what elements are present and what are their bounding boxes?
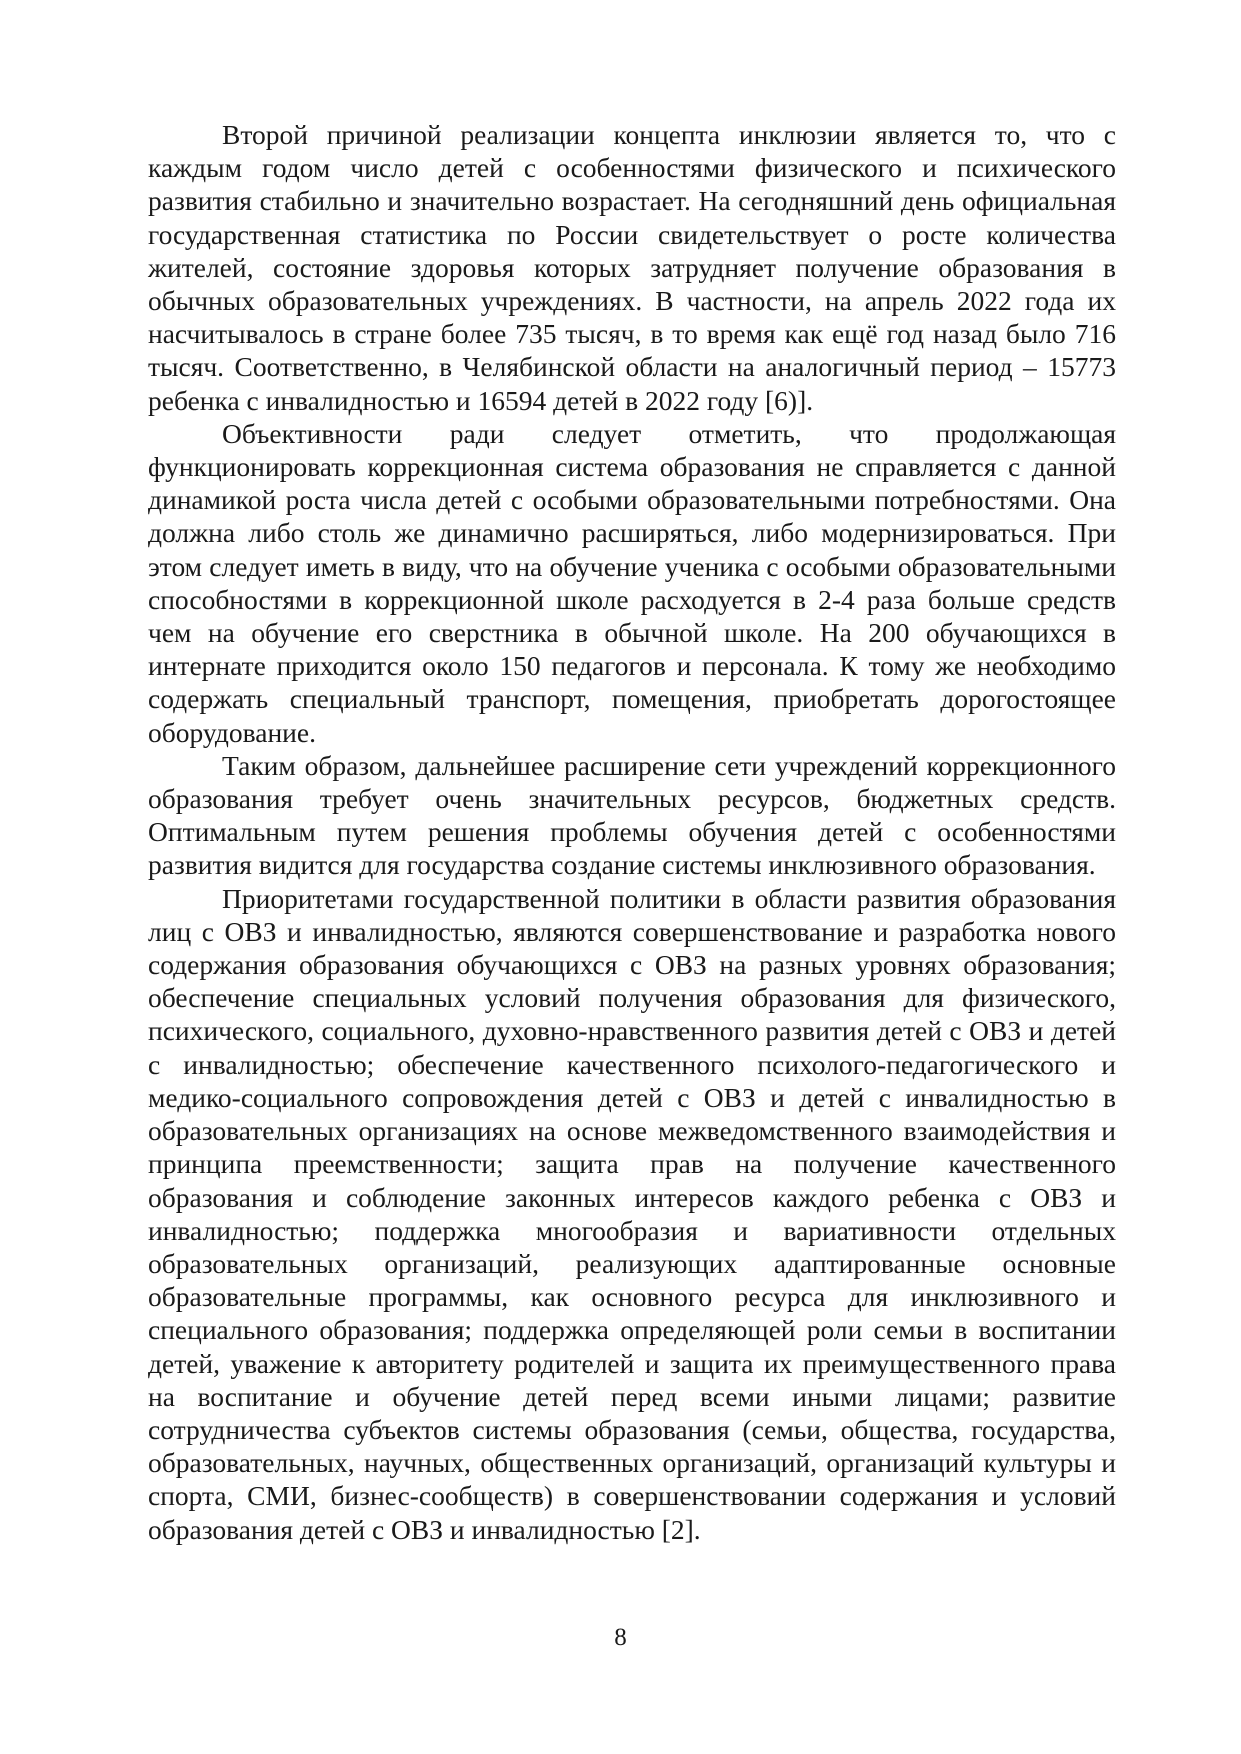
paragraph-4: Приоритетами государственной политики в области развития образования лиц с ОВЗ и инвалидностью, являются совершенствование и разработка нового содержания образования обучающихся с ОВЗ на разных уровнях образования; обеспечение специальных условий получения образования для физического, психического, социального, духовно-нравственного развития детей с ОВЗ и детей с инвалидностью; обеспечение качественного психолого-педагогического и медико-социального сопровождения детей с ОВЗ и детей с инвалидностью в образовательных организациях на основе межведомственного взаимодействия и принципа преемственности; защита прав на получение качественного образования и соблюдение законных интересов каждого ребенка с ОВЗ и инвалидностью; поддержка многообразия и вариативности отдельных образовательных организаций, реализующих адаптированные основные образовательные программы, как основного ресурса для инклюзивного и специального образования; поддержка определяющей роли семьи в воспитании детей, уважение к авторитету родителей и защита их преимущественного права на воспитание и обучение детей перед всеми иными лицами; развитие сотрудничества субъектов системы образования (семьи, общества, государства, образовательных, научных, общественных организаций, организаций культуры и спорта, СМИ, бизнес-сообществ) в совершенствовании содержания и условий образования детей с ОВЗ и инвалидностью [2]. [148,882,1116,1545]
paragraph-1: Второй причиной реализации концепта инклюзии является то, что с каждым годом число детей с особенностями физического и психического развития стабильно и значительно возрастает. На сегодняшний день официальная государственная статистика по России свидетельствует о росте количества жителей, состояние здоровья которых затрудняет получение образования в обычных образовательных учреждениях. В частности, на апрель 2022 года их насчитывалось в стране более 735 тысяч, в то время как ещё год назад было 716 тысяч. Соответственно, в Челябинской области на аналогичный период – 15773 ребенка с инвалидностью и 16594 детей в 2022 году [6)]. [148,119,1116,416]
page-number: 8 [614,1624,627,1651]
paragraph-2: Объективности ради следует отметить, что продолжающая функционировать коррекционная система образования не справляется с данной динамикой роста числа детей с особыми образовательными потребностями. Она должна либо столь же динамично расширяться, либо модернизироваться. При этом следует иметь в виду, что на обучение ученика с особыми образовательными способностями в коррекционной школе расходуется в 2-4 раза больше средств чем на обучение его сверстника в обычной школе. На 200 обучающихся в интернате приходится около 150 педагогов и персонала. К тому же необходимо содержать специальный транспорт, помещения, приобретать дорогостоящее оборудование. [148,417,1116,748]
paragraph-3: Таким образом, дальнейшее расширение сети учреждений коррекционного образования требует очень значительных ресурсов, бюджетных средств. Оптимальным путем решения проблемы обучения детей с особенностями развития видится для государства создание системы инклюзивного образования. [148,749,1116,881]
body-text [148,118,1116,1546]
